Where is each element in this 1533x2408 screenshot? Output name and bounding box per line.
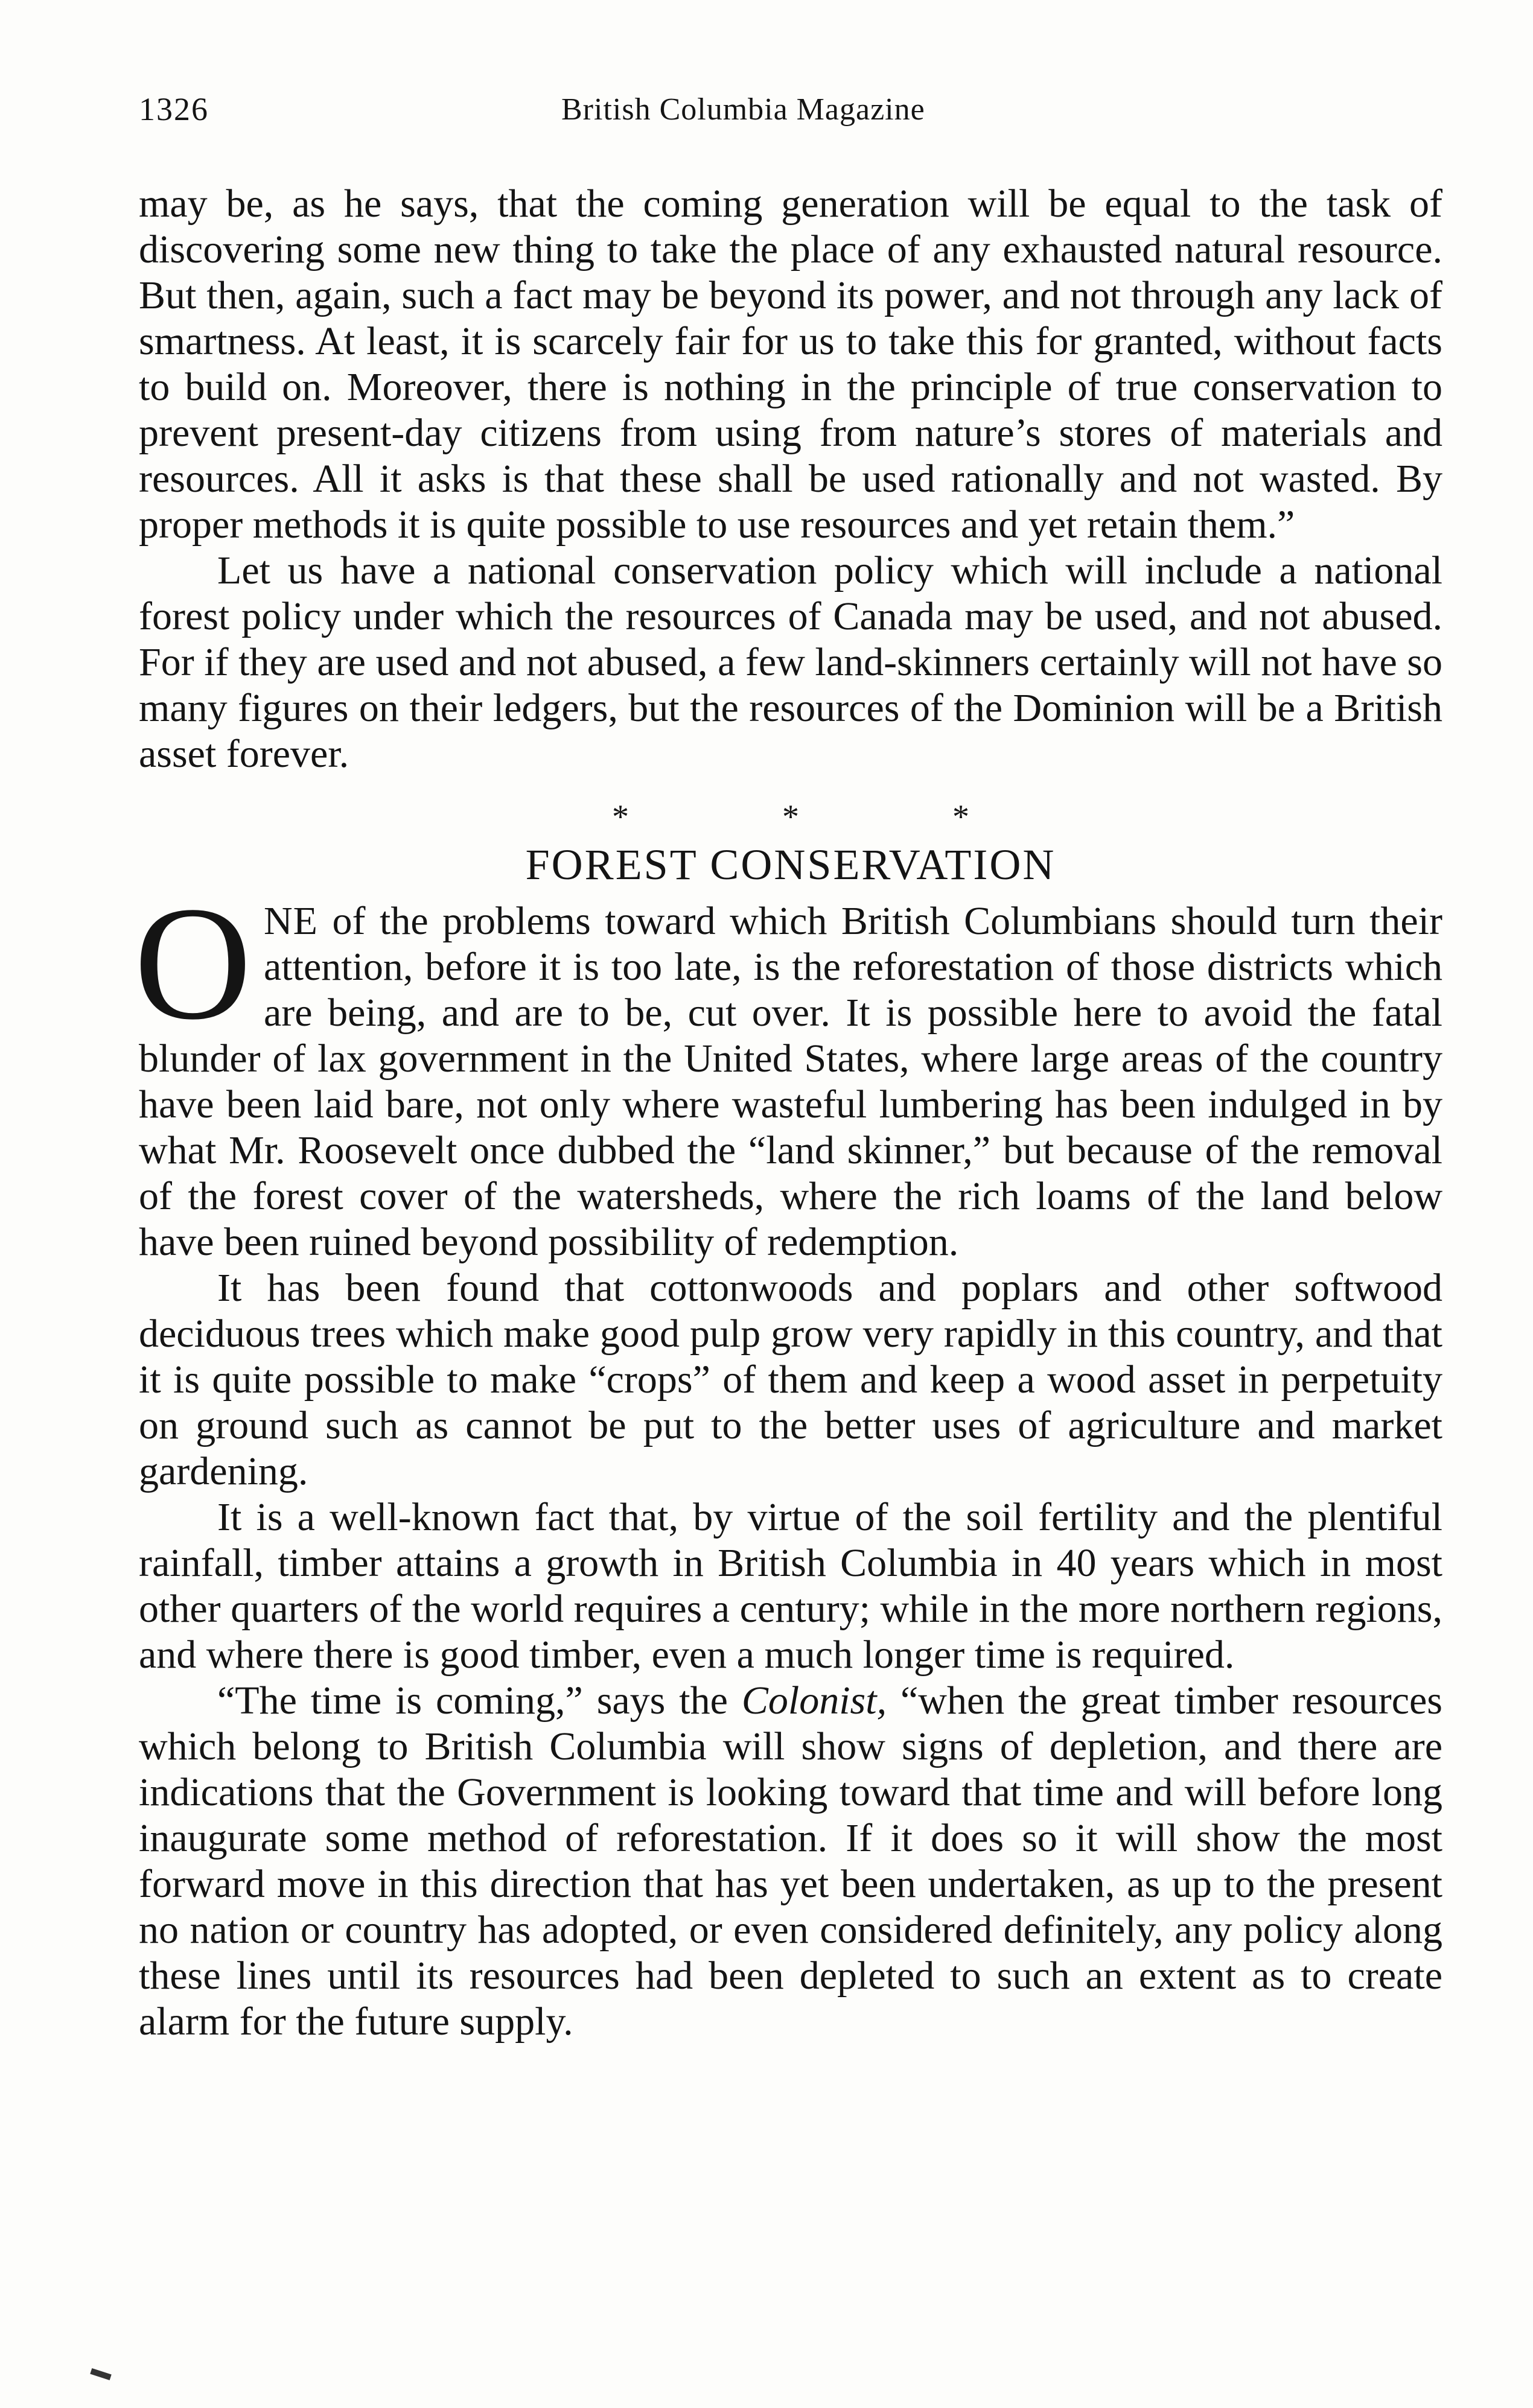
- paragraph-forest-intro: [134, 873, 1442, 1265]
- paragraph-growth-rate: It is a well-known fact that, by virtue of the soil fertility and the plentiful rainfall, timber attains a growth in British Columbia in 40 years which in most other quarters of the world requires a century; while in the more northern regions, and where there is good timber, even a much longer time is required.: [139, 1495, 1442, 1677]
- scan-mark: [90, 2368, 111, 2380]
- paragraph-colonist-quote: [139, 1678, 1442, 2045]
- paragraph-cottonwoods: It has been found that cottonwoods and poplars and other softwood deciduous trees which make good pulp grow very rapidly in this country, and that it is quite possible to make “crops” of them and keep a wood asset in perpetuity on ground such as cannot be put to the better uses of agriculture and market gardening.: [139, 1266, 1442, 1493]
- paragraph-national-policy: Let us have a national conservation policy which will include a national forest policy under which the resources of Canada may be used, and not abused. For if they are used and not abused, a few land-skinners certainly will not have so many figures on their ledgers, but the resources of the Dominion will be a British asset forever.: [139, 548, 1442, 776]
- running-title: British Columbia Magazine: [561, 92, 925, 127]
- section-heading: FOREST CONSERVATION: [525, 840, 1056, 889]
- page-header: [139, 91, 1442, 145]
- magazine-page: [134, 91, 1442, 2045]
- paragraph-forest-intro-text: of the problems toward which British Columbians should turn their attention, before it is too late, is the reforestation of those districts which are being, and are to be, cut over. It is possible here to avoid the fatal blunder of lax government in the United States, where large areas of the country have been laid bare, not only where wasteful lumbering has been indulged in by what Mr. Roosevelt once dubbed the “land skinner,” but because of the removal of the forest cover of the watersheds, where the rich loams of the land below have been ruined beyond possibility of redemption.: [139, 899, 1442, 1264]
- quote-text: “when the great timber resources which belong to British Columbia will show signs of depletion, and there are indications that the Government is looking toward that time and will before long inaugurate some method of reforestation. If it does so it will show the most forward move in this direction that has yet been undertaken, as up to the present no nation or country has adopted, or even considered definitely, any policy along these lines until its resources had been depleted to such an extent as to create alarm for the future supply.: [139, 1679, 1442, 2044]
- source-name: Colonist,: [741, 1679, 887, 1723]
- lead-caps: NE: [264, 899, 318, 943]
- paragraph-continued: may be, as he says, that the coming generation will be equal to the task of discovering some new thing to take the place of any exhausted natural resource. But then, again, such a fact may be beyond its power, and not through any lack of smartness. At least, it is scarcely fair for us to take this for granted, without facts to build on. Moreover, there is nothing in the principle of true conservation to prevent present-day citizens from using from nature’s stores of materials and resources. All it asks is that these shall be used rationally and not wasted. By proper methods it is quite possible to use resources and yet retain them.”: [139, 182, 1442, 547]
- drop-cap: O: [134, 873, 252, 1053]
- section-separator: * * *: [612, 798, 1042, 836]
- page-number: 1326: [139, 91, 209, 127]
- quote-intro: “The time is coming,” says the: [217, 1679, 742, 1723]
